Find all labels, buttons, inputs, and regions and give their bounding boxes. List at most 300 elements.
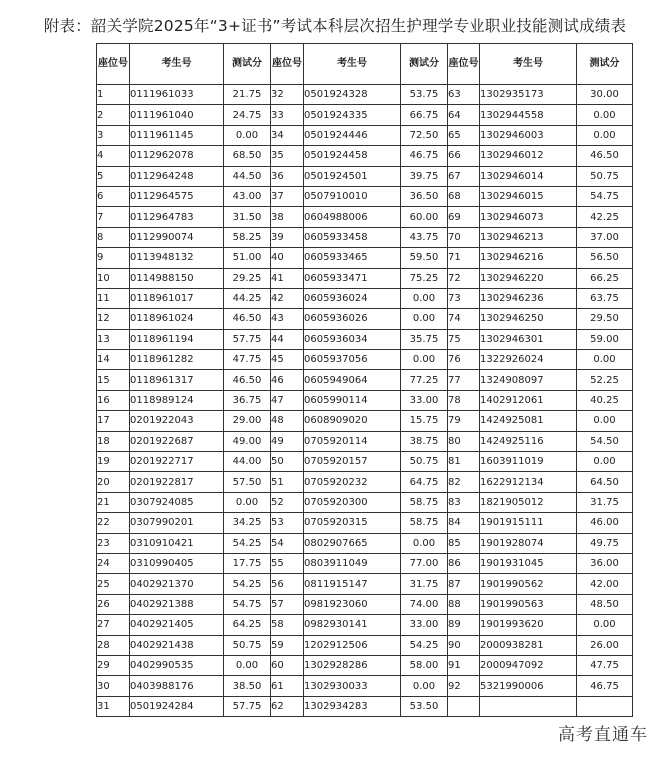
seat-cell: 18: [97, 431, 130, 451]
exam-no-cell: 0112964575: [130, 186, 224, 206]
exam-no-cell: 0604988006: [304, 207, 401, 227]
table-row: [97, 553, 633, 573]
score-cell: 36.75: [224, 390, 271, 410]
exam-no-cell: 1622912134: [480, 472, 577, 492]
exam-no-cell: 0501924284: [130, 696, 224, 716]
exam-no-cell: 1302928286: [304, 655, 401, 675]
seat-cell: 34: [271, 125, 304, 145]
score-cell: 77.00: [401, 553, 448, 573]
table-row: [97, 635, 633, 655]
score-cell: 0.00: [577, 350, 633, 370]
exam-no-cell: 0705920114: [304, 431, 401, 451]
header-seat: 座位号: [448, 44, 480, 85]
exam-no-cell: 1302944558: [480, 105, 577, 125]
score-cell: 39.75: [401, 166, 448, 186]
score-cell: 46.50: [224, 309, 271, 329]
seat-cell: 58: [271, 615, 304, 635]
exam-no-cell: 0803911049: [304, 553, 401, 573]
seat-cell: 84: [448, 513, 480, 533]
header-score: 测试分: [401, 44, 448, 85]
score-cell: 44.00: [224, 452, 271, 472]
score-cell: 52.25: [577, 370, 633, 390]
exam-no-cell: 0501924458: [304, 146, 401, 166]
seat-cell: 50: [271, 452, 304, 472]
exam-no-cell: 5321990006: [480, 676, 577, 696]
score-cell: 0.00: [224, 492, 271, 512]
score-cell: 77.25: [401, 370, 448, 390]
score-cell: 66.75: [401, 105, 448, 125]
score-cell: 42.25: [577, 207, 633, 227]
score-cell: 38.50: [224, 676, 271, 696]
seat-cell: 61: [271, 676, 304, 696]
seat-cell: 29: [97, 655, 130, 675]
seat-cell: 45: [271, 350, 304, 370]
seat-cell: 73: [448, 288, 480, 308]
score-cell: 0.00: [577, 452, 633, 472]
exam-no-cell: 0112990074: [130, 227, 224, 247]
score-cell: 59.50: [401, 248, 448, 268]
exam-no-cell: 0111961145: [130, 125, 224, 145]
seat-cell: 28: [97, 635, 130, 655]
seat-cell: 75: [448, 329, 480, 349]
score-cell: 43.75: [401, 227, 448, 247]
table-row: [97, 288, 633, 308]
exam-no-cell: 1302930033: [304, 676, 401, 696]
exam-no-cell: 0402921438: [130, 635, 224, 655]
table-row: [97, 166, 633, 186]
score-cell: 53.75: [401, 85, 448, 105]
exam-no-cell: 0402921370: [130, 574, 224, 594]
seat-cell: 68: [448, 186, 480, 206]
watermark: 高考直通车: [558, 725, 648, 745]
score-cell: 46.75: [577, 676, 633, 696]
table-row: [97, 105, 633, 125]
seat-cell: 67: [448, 166, 480, 186]
seat-cell: 27: [97, 615, 130, 635]
seat-cell: 59: [271, 635, 304, 655]
score-cell: 0.00: [577, 125, 633, 145]
table-row: [97, 85, 633, 105]
score-cell: 43.00: [224, 186, 271, 206]
seat-cell: 86: [448, 553, 480, 573]
exam-no-cell: 1302946301: [480, 329, 577, 349]
score-cell: 26.00: [577, 635, 633, 655]
table-row: [97, 533, 633, 553]
score-cell: 35.75: [401, 329, 448, 349]
exam-no-cell: 1302935173: [480, 85, 577, 105]
table-row: [97, 329, 633, 349]
seat-cell: 25: [97, 574, 130, 594]
seat-cell: 91: [448, 655, 480, 675]
score-cell: 72.50: [401, 125, 448, 145]
score-cell: 54.25: [224, 574, 271, 594]
score-cell: 0.00: [401, 676, 448, 696]
seat-cell: 48: [271, 411, 304, 431]
exam-no-cell: 1424925116: [480, 431, 577, 451]
seat-cell: 21: [97, 492, 130, 512]
exam-no-cell: 1302946213: [480, 227, 577, 247]
exam-no-cell: 0501924335: [304, 105, 401, 125]
score-cell: 31.75: [577, 492, 633, 512]
exam-no-cell: 0118961317: [130, 370, 224, 390]
exam-no-cell: 2000947092: [480, 655, 577, 675]
score-table: [96, 43, 633, 717]
seat-cell: [448, 696, 480, 716]
seat-cell: 43: [271, 309, 304, 329]
exam-no-cell: 0118989124: [130, 390, 224, 410]
score-cell: 36.00: [577, 553, 633, 573]
exam-no-cell: 0307990201: [130, 513, 224, 533]
exam-no-cell: 1901993620: [480, 615, 577, 635]
exam-no-cell: 2000938281: [480, 635, 577, 655]
table-row: [97, 452, 633, 472]
exam-no-cell: 0501924501: [304, 166, 401, 186]
exam-no-cell: 1302934283: [304, 696, 401, 716]
score-cell: 54.25: [224, 533, 271, 553]
header-exam-no: 考生号: [130, 44, 224, 85]
seat-cell: 70: [448, 227, 480, 247]
score-cell: 49.75: [577, 533, 633, 553]
exam-no-cell: 0608909020: [304, 411, 401, 431]
table-row: [97, 207, 633, 227]
exam-no-cell: 1302946073: [480, 207, 577, 227]
seat-cell: 31: [97, 696, 130, 716]
score-cell: 34.25: [224, 513, 271, 533]
score-cell: 49.00: [224, 431, 271, 451]
seat-cell: 56: [271, 574, 304, 594]
exam-no-cell: 0201922717: [130, 452, 224, 472]
exam-no-cell: 0307924085: [130, 492, 224, 512]
score-cell: 58.75: [401, 513, 448, 533]
score-cell: 56.50: [577, 248, 633, 268]
seat-cell: 6: [97, 186, 130, 206]
seat-cell: 7: [97, 207, 130, 227]
table-row: [97, 574, 633, 594]
score-cell: 29.50: [577, 309, 633, 329]
seat-cell: 26: [97, 594, 130, 614]
table-row: [97, 125, 633, 145]
exam-no-cell: 1322926024: [480, 350, 577, 370]
seat-cell: 82: [448, 472, 480, 492]
seat-cell: 16: [97, 390, 130, 410]
table-row: [97, 309, 633, 329]
score-cell: 0.00: [224, 655, 271, 675]
score-cell: 33.00: [401, 390, 448, 410]
seat-cell: 52: [271, 492, 304, 512]
seat-cell: 66: [448, 146, 480, 166]
seat-cell: 55: [271, 553, 304, 573]
page-title: 附表：韶关学院2025年“3+证书”考试本科层次招生护理学专业职业技能测试成绩表: [43, 17, 627, 35]
table-row: [97, 390, 633, 410]
seat-cell: 40: [271, 248, 304, 268]
score-cell: 60.00: [401, 207, 448, 227]
exam-no-cell: 1302946003: [480, 125, 577, 145]
seat-cell: 37: [271, 186, 304, 206]
exam-no-cell: 0605949064: [304, 370, 401, 390]
seat-cell: 33: [271, 105, 304, 125]
table-row: [97, 472, 633, 492]
exam-no-cell: 0605936026: [304, 309, 401, 329]
seat-cell: 41: [271, 268, 304, 288]
score-cell: 0.00: [577, 105, 633, 125]
seat-cell: 10: [97, 268, 130, 288]
exam-no-cell: 0310990405: [130, 553, 224, 573]
score-cell: 15.75: [401, 411, 448, 431]
table-row: [97, 146, 633, 166]
score-cell: 44.25: [224, 288, 271, 308]
exam-no-cell: 0811915147: [304, 574, 401, 594]
exam-no-cell: 0118961194: [130, 329, 224, 349]
exam-no-cell: 1302946220: [480, 268, 577, 288]
score-cell: 33.00: [401, 615, 448, 635]
score-cell: 42.00: [577, 574, 633, 594]
table-row: [97, 594, 633, 614]
seat-cell: 63: [448, 85, 480, 105]
score-cell: 47.75: [224, 350, 271, 370]
score-cell: 64.50: [577, 472, 633, 492]
exam-no-cell: 1402912061: [480, 390, 577, 410]
score-cell: 36.50: [401, 186, 448, 206]
table-row: [97, 370, 633, 390]
exam-no-cell: 0605933465: [304, 248, 401, 268]
table-row: [97, 186, 633, 206]
seat-cell: 5: [97, 166, 130, 186]
score-cell: 48.50: [577, 594, 633, 614]
score-cell: 0.00: [401, 309, 448, 329]
seat-cell: 19: [97, 452, 130, 472]
exam-no-cell: 1424925081: [480, 411, 577, 431]
seat-cell: 36: [271, 166, 304, 186]
table-row: [97, 431, 633, 451]
exam-no-cell: 0605936034: [304, 329, 401, 349]
table-row: [97, 268, 633, 288]
exam-no-cell: 0118961017: [130, 288, 224, 308]
seat-cell: 74: [448, 309, 480, 329]
seat-cell: 77: [448, 370, 480, 390]
exam-no-cell: 0112964248: [130, 166, 224, 186]
exam-no-cell: 0201922687: [130, 431, 224, 451]
exam-no-cell: 0113948132: [130, 248, 224, 268]
exam-no-cell: 1302946014: [480, 166, 577, 186]
score-cell: 51.00: [224, 248, 271, 268]
seat-cell: 2: [97, 105, 130, 125]
score-cell: 24.75: [224, 105, 271, 125]
seat-cell: 65: [448, 125, 480, 145]
exam-no-cell: 1324908097: [480, 370, 577, 390]
exam-no-cell: 0402990535: [130, 655, 224, 675]
score-cell: 0.00: [224, 125, 271, 145]
exam-no-cell: 0802907665: [304, 533, 401, 553]
exam-no-cell: 0501924446: [304, 125, 401, 145]
exam-no-cell: 0111961040: [130, 105, 224, 125]
score-cell: 0.00: [577, 411, 633, 431]
seat-cell: 47: [271, 390, 304, 410]
seat-cell: 89: [448, 615, 480, 635]
seat-cell: 83: [448, 492, 480, 512]
exam-no-cell: 0201922817: [130, 472, 224, 492]
seat-cell: 12: [97, 309, 130, 329]
table-body: [97, 85, 633, 717]
exam-no-cell: 0111961033: [130, 85, 224, 105]
score-cell: 21.75: [224, 85, 271, 105]
score-cell: 46.75: [401, 146, 448, 166]
score-cell: 30.00: [577, 85, 633, 105]
seat-cell: 80: [448, 431, 480, 451]
score-cell: 57.50: [224, 472, 271, 492]
table-row: [97, 492, 633, 512]
seat-cell: 76: [448, 350, 480, 370]
score-cell: 37.00: [577, 227, 633, 247]
score-cell: 58.75: [401, 492, 448, 512]
table-row: [97, 676, 633, 696]
seat-cell: 14: [97, 350, 130, 370]
score-cell: 29.25: [224, 268, 271, 288]
score-cell: 64.75: [401, 472, 448, 492]
seat-cell: 54: [271, 533, 304, 553]
exam-no-cell: 0605936024: [304, 288, 401, 308]
score-cell: 29.00: [224, 411, 271, 431]
exam-no-cell: 1302946012: [480, 146, 577, 166]
seat-cell: 49: [271, 431, 304, 451]
seat-cell: 88: [448, 594, 480, 614]
seat-cell: 24: [97, 553, 130, 573]
score-cell: 57.75: [224, 696, 271, 716]
seat-cell: 92: [448, 676, 480, 696]
exam-no-cell: 0705920232: [304, 472, 401, 492]
exam-no-cell: 0507910010: [304, 186, 401, 206]
score-cell: 50.75: [401, 452, 448, 472]
table-row: [97, 350, 633, 370]
exam-no-cell: 1901928074: [480, 533, 577, 553]
table-row: [97, 411, 633, 431]
seat-cell: 32: [271, 85, 304, 105]
exam-no-cell: 0705920315: [304, 513, 401, 533]
seat-cell: 22: [97, 513, 130, 533]
exam-no-cell: 1302946236: [480, 288, 577, 308]
seat-cell: 64: [448, 105, 480, 125]
score-cell: 68.50: [224, 146, 271, 166]
seat-cell: 39: [271, 227, 304, 247]
exam-no-cell: 0605933471: [304, 268, 401, 288]
score-cell: 46.50: [224, 370, 271, 390]
seat-cell: 85: [448, 533, 480, 553]
score-cell: 59.00: [577, 329, 633, 349]
score-cell: 0.00: [401, 350, 448, 370]
seat-cell: 57: [271, 594, 304, 614]
exam-no-cell: 1901915111: [480, 513, 577, 533]
seat-cell: 35: [271, 146, 304, 166]
score-cell: [577, 696, 633, 716]
score-cell: 58.00: [401, 655, 448, 675]
exam-no-cell: 0981923060: [304, 594, 401, 614]
exam-no-cell: 0501924328: [304, 85, 401, 105]
exam-no-cell: 0112962078: [130, 146, 224, 166]
seat-cell: 11: [97, 288, 130, 308]
table-header-row: [97, 44, 633, 85]
seat-cell: 60: [271, 655, 304, 675]
score-cell: 66.25: [577, 268, 633, 288]
score-cell: 63.75: [577, 288, 633, 308]
seat-cell: 53: [271, 513, 304, 533]
exam-no-cell: 0201922043: [130, 411, 224, 431]
seat-cell: 17: [97, 411, 130, 431]
seat-cell: 72: [448, 268, 480, 288]
score-cell: 54.25: [401, 635, 448, 655]
seat-cell: 71: [448, 248, 480, 268]
seat-cell: 51: [271, 472, 304, 492]
seat-cell: 87: [448, 574, 480, 594]
table-row: [97, 513, 633, 533]
exam-no-cell: 1302946015: [480, 186, 577, 206]
exam-no-cell: 1901990562: [480, 574, 577, 594]
exam-no-cell: 0605933458: [304, 227, 401, 247]
exam-no-cell: 0118961282: [130, 350, 224, 370]
seat-cell: 79: [448, 411, 480, 431]
seat-cell: 81: [448, 452, 480, 472]
score-cell: 54.75: [577, 186, 633, 206]
header-seat: 座位号: [271, 44, 304, 85]
score-cell: 44.50: [224, 166, 271, 186]
header-exam-no: 考生号: [480, 44, 577, 85]
exam-no-cell: 0402921405: [130, 615, 224, 635]
seat-cell: 46: [271, 370, 304, 390]
seat-cell: 1: [97, 85, 130, 105]
seat-cell: 4: [97, 146, 130, 166]
exam-no-cell: 1302946216: [480, 248, 577, 268]
table-row: [97, 615, 633, 635]
seat-cell: 42: [271, 288, 304, 308]
score-cell: 57.75: [224, 329, 271, 349]
seat-cell: 90: [448, 635, 480, 655]
seat-cell: 38: [271, 207, 304, 227]
score-cell: 74.00: [401, 594, 448, 614]
score-cell: 31.50: [224, 207, 271, 227]
header-score: 测试分: [224, 44, 271, 85]
exam-no-cell: 1901931045: [480, 553, 577, 573]
exam-no-cell: 0982930141: [304, 615, 401, 635]
exam-no-cell: 1603911019: [480, 452, 577, 472]
exam-no-cell: [480, 696, 577, 716]
score-cell: 38.75: [401, 431, 448, 451]
exam-no-cell: 0705920157: [304, 452, 401, 472]
header-exam-no: 考生号: [304, 44, 401, 85]
seat-cell: 44: [271, 329, 304, 349]
seat-cell: 62: [271, 696, 304, 716]
score-cell: 47.75: [577, 655, 633, 675]
exam-no-cell: 0605990114: [304, 390, 401, 410]
exam-no-cell: 1901990563: [480, 594, 577, 614]
exam-no-cell: 0705920300: [304, 492, 401, 512]
seat-cell: 69: [448, 207, 480, 227]
score-cell: 0.00: [401, 533, 448, 553]
score-cell: 46.50: [577, 146, 633, 166]
score-cell: 0.00: [401, 288, 448, 308]
exam-no-cell: 0402921388: [130, 594, 224, 614]
exam-no-cell: 1302946250: [480, 309, 577, 329]
seat-cell: 30: [97, 676, 130, 696]
score-cell: 50.75: [577, 166, 633, 186]
score-cell: 50.75: [224, 635, 271, 655]
score-cell: 0.00: [577, 615, 633, 635]
score-cell: 64.25: [224, 615, 271, 635]
score-cell: 75.25: [401, 268, 448, 288]
score-cell: 40.25: [577, 390, 633, 410]
exam-no-cell: 0118961024: [130, 309, 224, 329]
header-seat: 座位号: [97, 44, 130, 85]
seat-cell: 13: [97, 329, 130, 349]
exam-no-cell: 1821905012: [480, 492, 577, 512]
seat-cell: 9: [97, 248, 130, 268]
